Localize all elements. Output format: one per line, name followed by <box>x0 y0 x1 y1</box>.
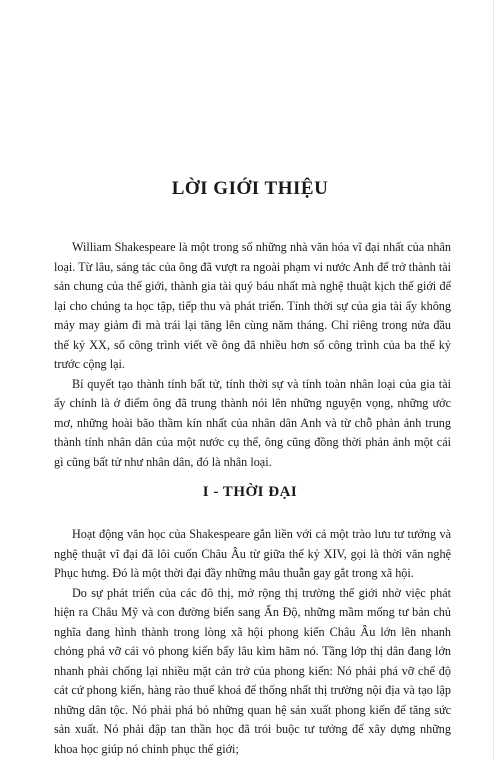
section-paragraph: Hoạt động văn học của Shakespeare gắn liền với cả một trào lưu tư tưởng và nghệ thuật vĩ đại đã lôi cuốn Châu Âu từ giữa thế kỷ XIV, gọi là thời văn nghệ Phục hưng. Đó là một thời đại đầy những mâu thuẫn gay gắt trong xã hội. <box>54 527 451 580</box>
intro-paragraph: Bí quyết tạo thành tính bất tử, tính thời sự và tính toàn nhân loại của gia tài ấy chính là ở điểm ông đã trung thành nói lên những nguyện vọng, những ước mơ, những hoài bão thầm kín nhất của nhân dân Anh và từ chỗ phản ảnh trung thành tính nhân dân của một nước cụ thể, ông cũng đồng thời phản ảnh một cái gì cũng bất tử như nhân dân, đó là nhân loại. <box>54 376 451 469</box>
page-edge-divider <box>493 0 494 760</box>
section-body <box>54 525 451 759</box>
intro-body <box>54 238 451 472</box>
section-title: I - THỜI ĐẠI <box>202 484 298 500</box>
intro-paragraph: William Shakespeare là một trong số những nhà văn hóa vĩ đại nhất của nhân loại. Từ lâu, sáng tác của ông đã vượt ra ngoài phạm vi nước Anh để trở thành tài sản chung của thế giới, thành gia tài quý báu nhất mà nghệ thuật kịch thế giới để lại cho chúng ta học tập, tiếp thu và phát triển. Tính thời sự của gia tài ấy không mảy may giảm đi mà trái lại tăng lên cùng năm tháng. Chỉ riêng trong nửa đầu thế kỷ XX, số công trình viết về ông đã nhiều hơn số công trình của ba thế kỷ trước cộng lại. <box>54 240 451 371</box>
section-paragraph: Do sự phát triển của các đô thị, mở rộng thị trường thế giới nhờ việc phát hiện ra Châu Mỹ và con đường biển sang Ấn Độ, những mầm mống tư bản chủ nghĩa đang hình thành trong lòng xã hội phong kiến Châu Âu lớn lên nhanh chóng phá vỡ cái vỏ phong kiến bấy lâu kìm hãm nó. Tầng lớp thị dân đang lớn nhanh phải chống lại nhiều mặt cản trở của phong kiến: Nó phải phá vỡ chế độ cát cứ phong kiến, hàng rào thuế khoá để thống nhất thị trường nội địa và tạo lập những dân tộc. Nó phải phá bỏ những quan hệ sản xuất phong kiến để tăng sức sản xuất. Nó phải đập tan thần học đã trói buộc tư tưởng để xây dựng những khoa học giúp nó chinh phục thế giới; <box>54 585 451 756</box>
intro-title: LỜI GIỚI THIỆU <box>171 178 329 199</box>
